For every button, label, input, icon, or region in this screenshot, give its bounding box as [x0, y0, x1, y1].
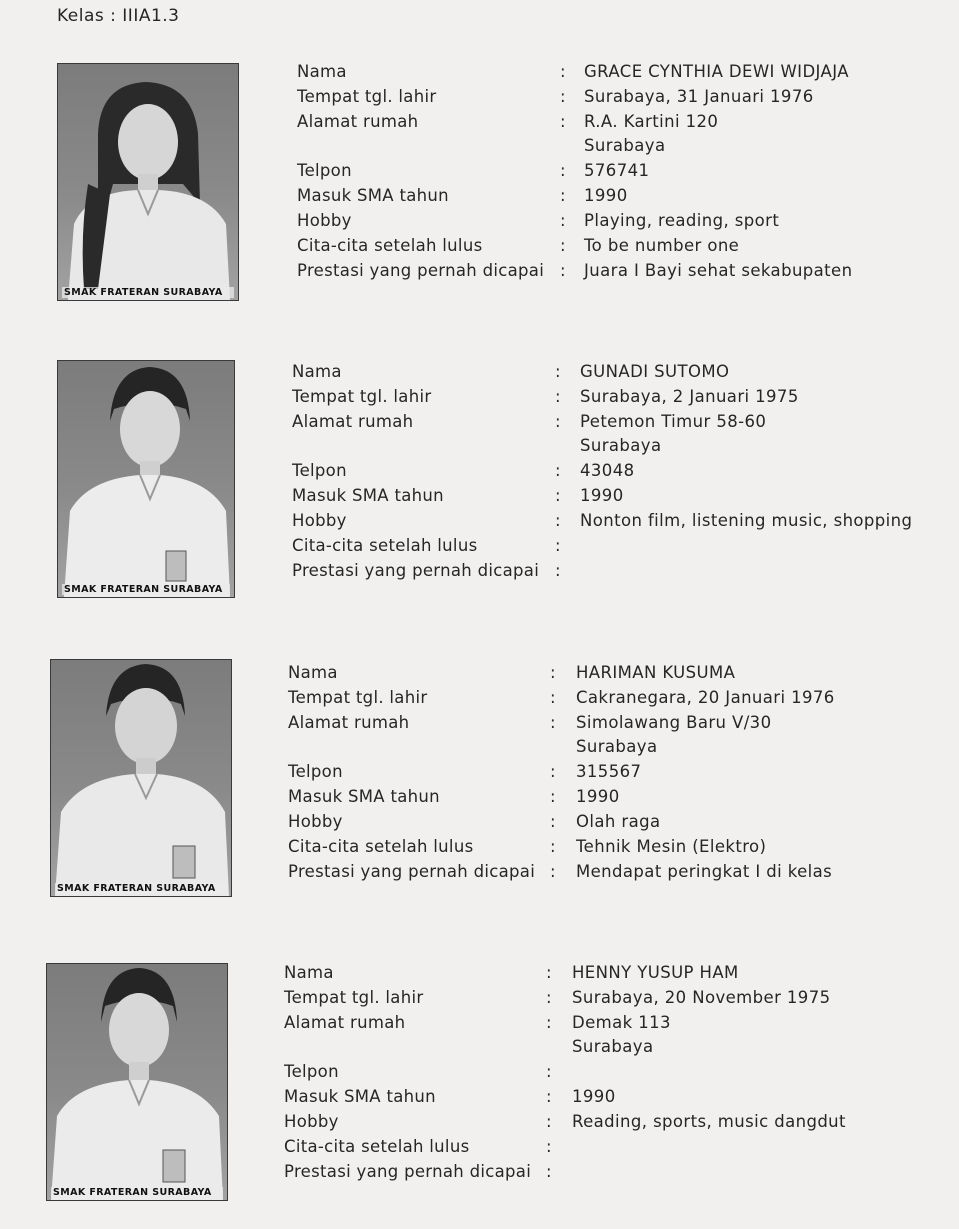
photo-caption: SMAK FRATERAN SURABAYA: [51, 1187, 223, 1198]
photo-caption: SMAK FRATERAN SURABAYA: [62, 584, 230, 595]
cita-label: Cita-cita setelah lulus: [284, 1137, 470, 1156]
alamat-label: Alamat rumah: [297, 112, 419, 131]
nama-value: GUNADI SUTOMO: [580, 362, 730, 381]
telpon-value: 315567: [576, 762, 642, 781]
alamat-city-value: Surabaya: [576, 737, 658, 756]
hobby-label: Hobby: [297, 211, 352, 230]
ttl-label: Tempat tgl. lahir: [292, 387, 432, 406]
student-entry: SMAK FRATERAN SURABAYA Nama : HARIMAN KUSUMA Tempat tgl. lahir : Cakranegara, 20 Januari 1976 Alamat rumah : Simolawang Baru V/30 Surabaya Telpon : 315567 Masuk SMA tahun : 1990 Hobby : Olah raga Cita-cita setelah lulus : Tehnik Mesin (Elektro) Prestasi yang pernah dicapai : Mendapat peringkat I di kelas: [0, 600, 959, 900]
prestasi-label: Prestasi yang pernah dicapai: [288, 862, 536, 881]
hobby-value: Olah raga: [576, 812, 661, 831]
masuk-value: 1990: [572, 1087, 616, 1106]
masuk-value: 1990: [576, 787, 620, 806]
prestasi-label: Prestasi yang pernah dicapai: [297, 261, 545, 280]
ttl-value: Surabaya, 31 Januari 1976: [584, 87, 814, 106]
prestasi-label: Prestasi yang pernah dicapai: [292, 561, 540, 580]
prestasi-value: Juara I Bayi sehat sekabupaten: [584, 261, 853, 280]
masuk-label: Masuk SMA tahun: [284, 1087, 436, 1106]
hobby-value: Nonton film, listening music, shopping: [580, 511, 913, 530]
ttl-value: Surabaya, 2 Januari 1975: [580, 387, 799, 406]
alamat-city-value: Surabaya: [584, 136, 666, 155]
portrait-figure: [51, 660, 231, 896]
cita-label: Cita-cita setelah lulus: [288, 837, 474, 856]
alamat-value: Simolawang Baru V/30: [576, 713, 772, 732]
class-heading: Kelas : IIIA1.3: [57, 6, 180, 26]
telpon-value: 576741: [584, 161, 650, 180]
hobby-value: Reading, sports, music dangdut: [572, 1112, 846, 1131]
telpon-value: 43048: [580, 461, 635, 480]
student-photo: [50, 659, 232, 897]
prestasi-value: Mendapat peringkat I di kelas: [576, 862, 833, 881]
nama-label: Nama: [297, 62, 347, 81]
telpon-label: Telpon: [288, 762, 343, 781]
alamat-label: Alamat rumah: [284, 1013, 406, 1032]
ttl-value: Surabaya, 20 November 1975: [572, 988, 831, 1007]
nama-label: Nama: [284, 963, 334, 982]
photo-caption: SMAK FRATERAN SURABAYA: [62, 287, 234, 298]
alamat-label: Alamat rumah: [288, 713, 410, 732]
nama-label: Nama: [288, 663, 338, 682]
alamat-label: Alamat rumah: [292, 412, 414, 431]
ttl-label: Tempat tgl. lahir: [297, 87, 437, 106]
masuk-label: Masuk SMA tahun: [297, 186, 449, 205]
hobby-value: Playing, reading, sport: [584, 211, 780, 230]
portrait-figure: [58, 361, 234, 597]
prestasi-label: Prestasi yang pernah dicapai: [284, 1162, 532, 1181]
alamat-city-value: Surabaya: [572, 1037, 654, 1056]
telpon-label: Telpon: [297, 161, 352, 180]
nama-value: HENNY YUSUP HAM: [572, 963, 739, 982]
alamat-value: Demak 113: [572, 1013, 671, 1032]
telpon-label: Telpon: [292, 461, 347, 480]
cita-label: Cita-cita setelah lulus: [292, 536, 478, 555]
portrait-figure: [58, 64, 238, 300]
cita-value: Tehnik Mesin (Elektro): [576, 837, 767, 856]
cita-value: To be number one: [584, 236, 740, 255]
hobby-label: Hobby: [292, 511, 347, 530]
hobby-label: Hobby: [284, 1112, 339, 1131]
alamat-city-value: Surabaya: [580, 436, 662, 455]
cita-label: Cita-cita setelah lulus: [297, 236, 483, 255]
masuk-value: 1990: [580, 486, 624, 505]
student-entry: SMAK FRATERAN SURABAYA Nama : GRACE CYNTHIA DEWI WIDJAJA Tempat tgl. lahir : Surabaya, 31 Januari 1976 Alamat rumah : R.A. Kartini 120 Surabaya Telpon : 576741 Masuk SMA tahun : 1990 Hobby : Playing, reading, sport Cita-cita setelah lulus : To be number one Prestasi yang pernah dicapai : Juara I Bayi sehat sekabupaten: [0, 0, 959, 300]
student-photo: [57, 360, 235, 598]
student-photo: [57, 63, 239, 301]
student-photo: [46, 963, 228, 1201]
alamat-value: Petemon Timur 58-60: [580, 412, 767, 431]
alamat-value: R.A. Kartini 120: [584, 112, 719, 131]
photo-caption: SMAK FRATERAN SURABAYA: [55, 883, 227, 894]
telpon-label: Telpon: [284, 1062, 339, 1081]
ttl-label: Tempat tgl. lahir: [284, 988, 424, 1007]
hobby-label: Hobby: [288, 812, 343, 831]
nama-label: Nama: [292, 362, 342, 381]
ttl-label: Tempat tgl. lahir: [288, 688, 428, 707]
masuk-label: Masuk SMA tahun: [288, 787, 440, 806]
masuk-label: Masuk SMA tahun: [292, 486, 444, 505]
ttl-value: Cakranegara, 20 Januari 1976: [576, 688, 835, 707]
masuk-value: 1990: [584, 186, 628, 205]
portrait-figure: [47, 964, 227, 1200]
student-entry: SMAK FRATERAN SURABAYA Nama : HENNY YUSUP HAM Tempat tgl. lahir : Surabaya, 20 November 1975 Alamat rumah : Demak 113 Surabaya Telpon : Masuk SMA tahun : 1990 Hobby : Reading, sports, music dangdut Cita-cita setelah lulus : Prestasi yang pernah dicapai :: [0, 900, 959, 1200]
nama-value: HARIMAN KUSUMA: [576, 663, 736, 682]
nama-value: GRACE CYNTHIA DEWI WIDJAJA: [584, 62, 849, 81]
student-entry: SMAK FRATERAN SURABAYA Nama : GUNADI SUTOMO Tempat tgl. lahir : Surabaya, 2 Januari 1975 Alamat rumah : Petemon Timur 58-60 Surabaya Telpon : 43048 Masuk SMA tahun : 1990 Hobby : Nonton film, listening music, shopping Cita-cita setelah lulus : Prestasi yang pernah dicapai :: [0, 300, 959, 600]
